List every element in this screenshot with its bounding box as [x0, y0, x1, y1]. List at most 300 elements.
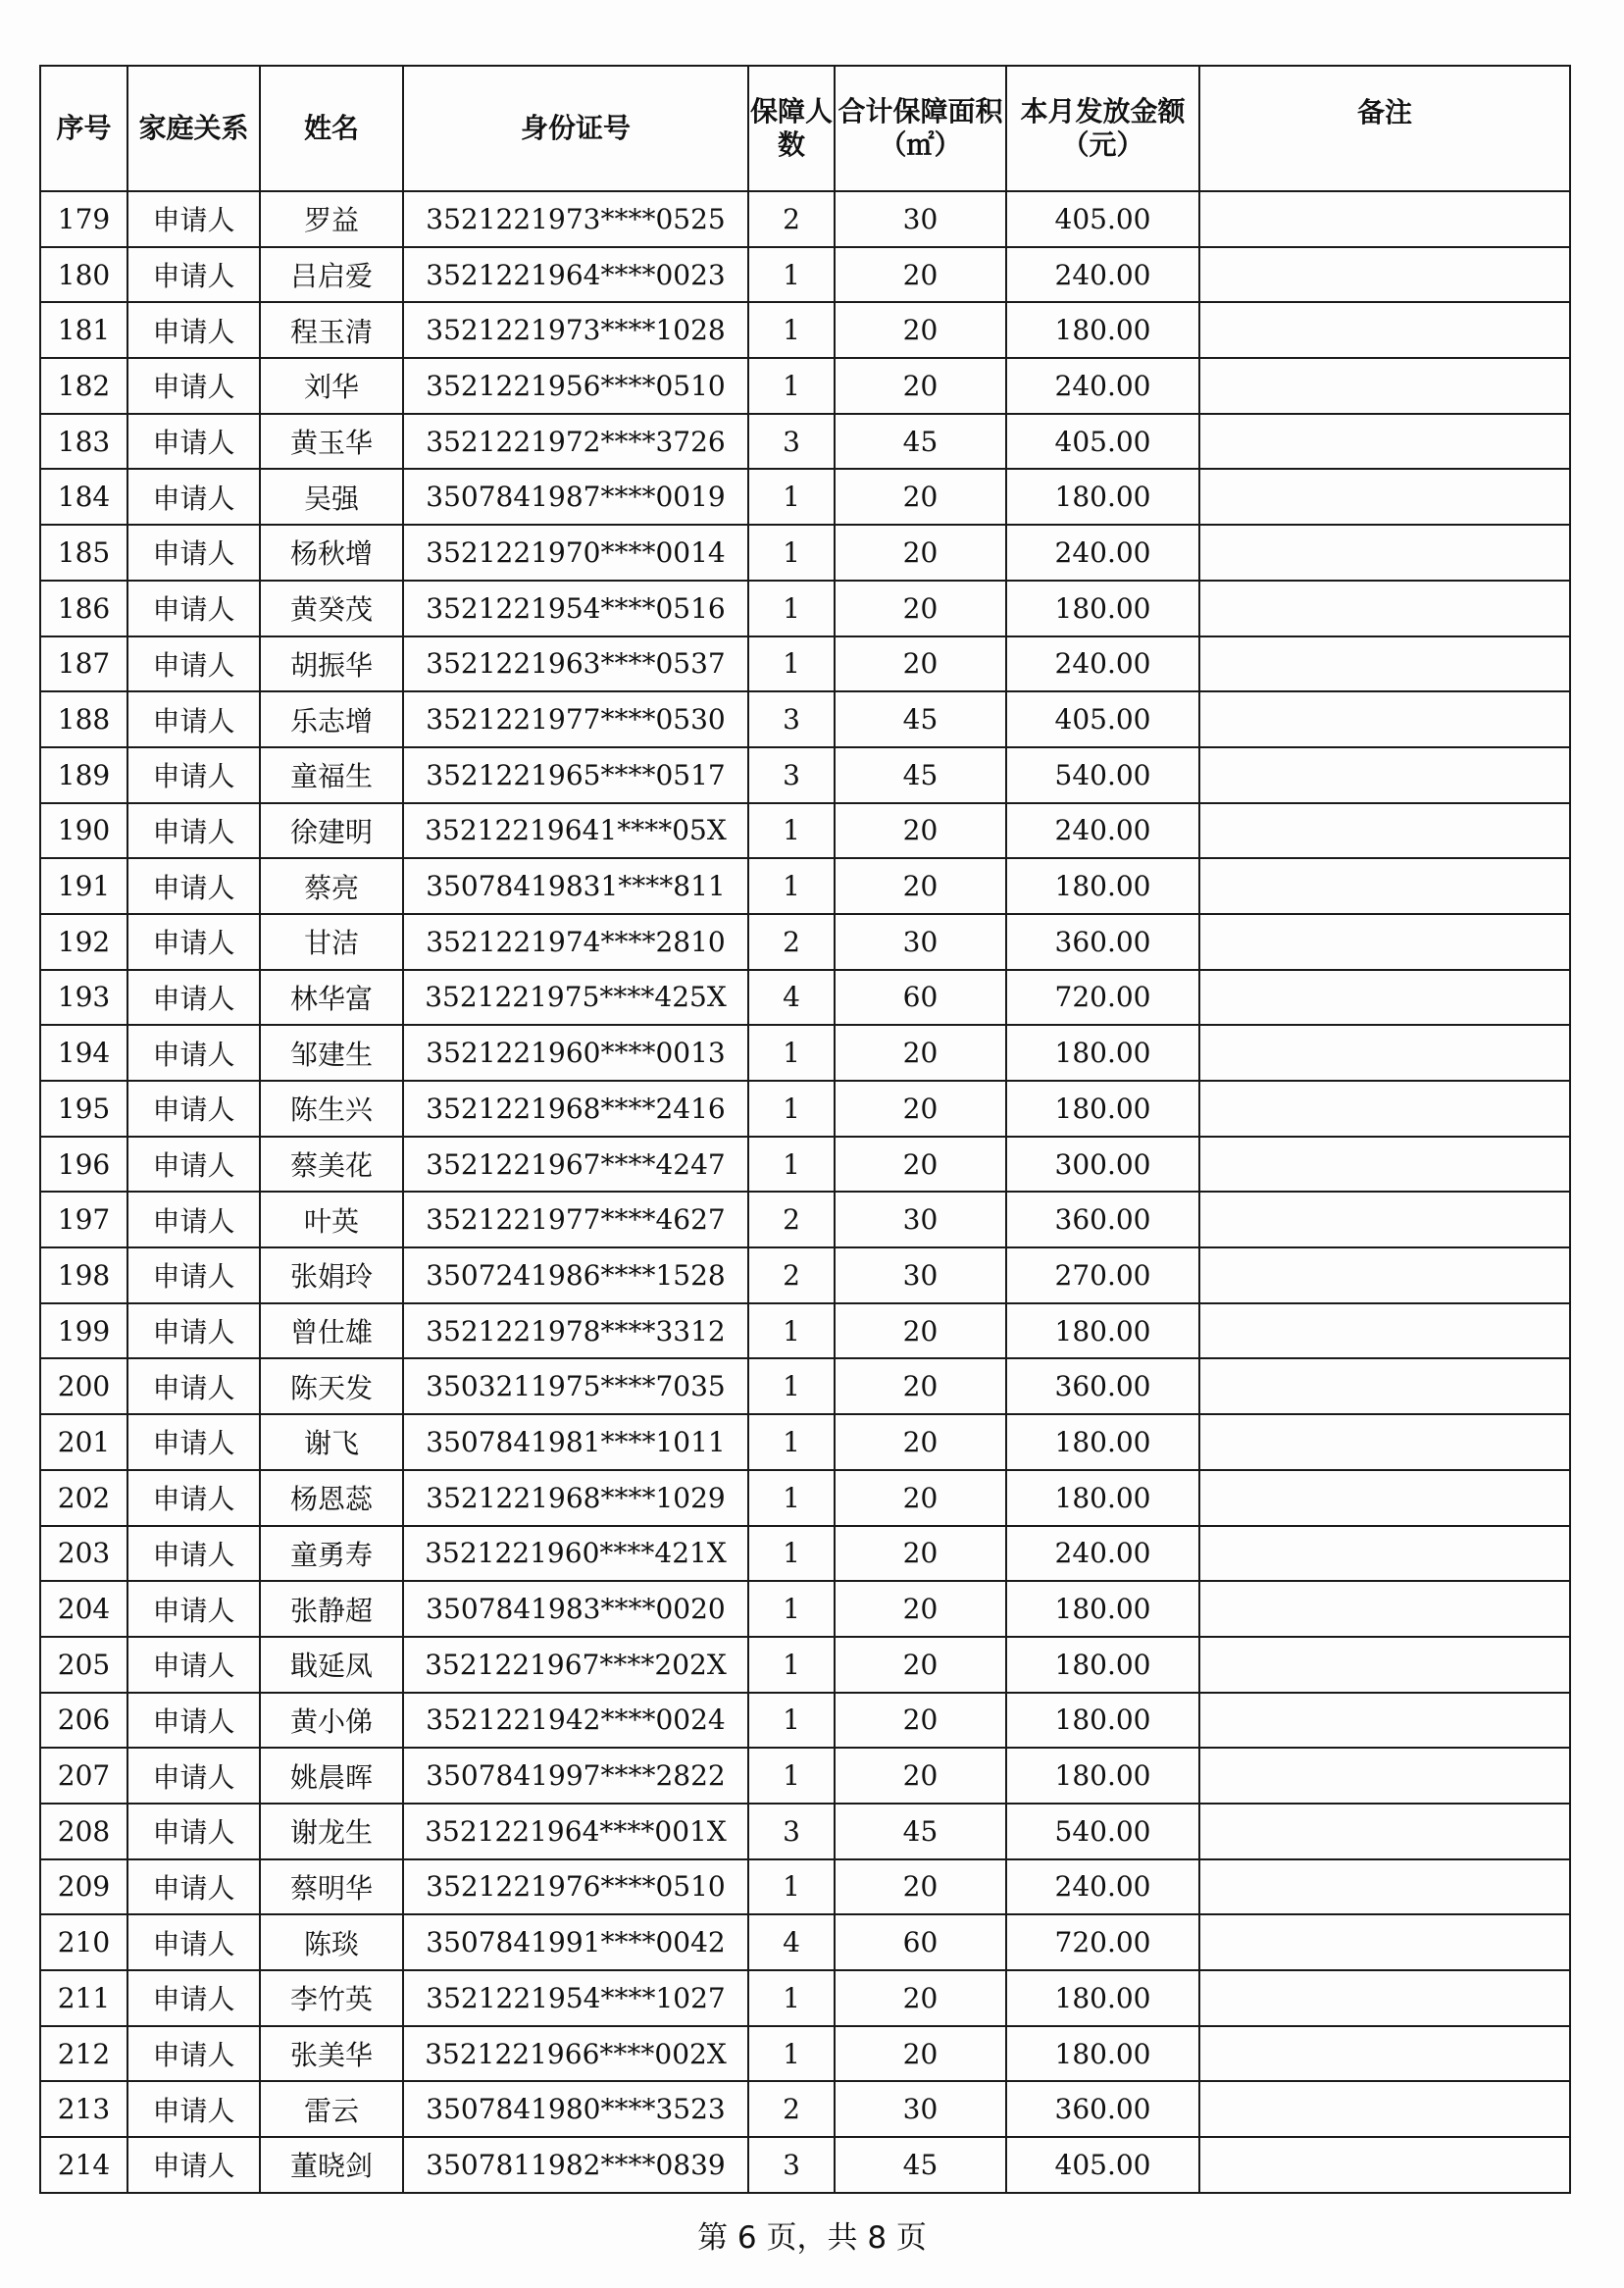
- cell-id-number: 3521221967****202X: [403, 1637, 748, 1693]
- cell-relation: 申请人: [127, 691, 260, 747]
- cell-name: 雷云: [260, 2081, 403, 2137]
- cell-area: 60: [835, 1914, 1006, 1970]
- cell-relation: 申请人: [127, 469, 260, 525]
- cell-id-number: 3521221968****1029: [403, 1470, 748, 1526]
- cell-remark: [1199, 1748, 1570, 1804]
- cell-name: 戢延凤: [260, 1637, 403, 1693]
- cell-name: 蔡美花: [260, 1137, 403, 1193]
- cell-area: 30: [835, 1247, 1006, 1303]
- cell-area: 20: [835, 1137, 1006, 1193]
- cell-amount: 180.00: [1006, 1470, 1199, 1526]
- cell-amount: 360.00: [1006, 1358, 1199, 1414]
- cell-relation: 申请人: [127, 1914, 260, 1970]
- cell-name: 蔡亮: [260, 858, 403, 914]
- table-header-row: [40, 66, 1570, 191]
- cell-remark: [1199, 636, 1570, 692]
- cell-persons: 1: [748, 1081, 835, 1137]
- table-row: [40, 1192, 1570, 1247]
- table-row: [40, 191, 1570, 247]
- cell-area: 45: [835, 747, 1006, 803]
- cell-name: 张静超: [260, 1581, 403, 1637]
- table-row: [40, 1804, 1570, 1859]
- header-area: 合计保障面积（㎡）: [835, 66, 1006, 191]
- cell-area: 30: [835, 2081, 1006, 2137]
- cell-name: 童勇寿: [260, 1526, 403, 1582]
- page-footer: 第 6 页，共 8 页: [697, 2220, 927, 2256]
- cell-area: 20: [835, 358, 1006, 414]
- cell-remark: [1199, 914, 1570, 970]
- cell-name: 董晓剑: [260, 2137, 403, 2193]
- table-row: [40, 1025, 1570, 1081]
- cell-seq: 185: [40, 525, 127, 581]
- cell-seq: 196: [40, 1137, 127, 1193]
- cell-relation: 申请人: [127, 1804, 260, 1859]
- cell-amount: 180.00: [1006, 1748, 1199, 1804]
- cell-remark: [1199, 1804, 1570, 1859]
- cell-area: 20: [835, 1859, 1006, 1915]
- cell-remark: [1199, 1358, 1570, 1414]
- cell-name: 陈琰: [260, 1914, 403, 1970]
- cell-id-number: 3507841991****0042: [403, 1914, 748, 1970]
- cell-remark: [1199, 1247, 1570, 1303]
- cell-remark: [1199, 1025, 1570, 1081]
- cell-relation: 申请人: [127, 1526, 260, 1582]
- cell-id-number: 3521221977****0530: [403, 691, 748, 747]
- cell-amount: 240.00: [1006, 247, 1199, 303]
- cell-name: 曾仕雄: [260, 1303, 403, 1359]
- table-row: [40, 1693, 1570, 1749]
- cell-persons: 1: [748, 1358, 835, 1414]
- cell-remark: [1199, 525, 1570, 581]
- cell-area: 20: [835, 525, 1006, 581]
- cell-name: 程玉清: [260, 302, 403, 358]
- cell-amount: 180.00: [1006, 858, 1199, 914]
- header-remark: 备注: [1199, 66, 1570, 191]
- cell-relation: 申请人: [127, 2081, 260, 2137]
- cell-area: 45: [835, 691, 1006, 747]
- cell-id-number: 3521221967****4247: [403, 1137, 748, 1193]
- table-row: [40, 581, 1570, 636]
- cell-persons: 1: [748, 1748, 835, 1804]
- cell-area: 20: [835, 1358, 1006, 1414]
- cell-amount: 360.00: [1006, 914, 1199, 970]
- cell-id-number: 3507841980****3523: [403, 2081, 748, 2137]
- cell-area: 20: [835, 1581, 1006, 1637]
- cell-relation: 申请人: [127, 747, 260, 803]
- cell-id-number: 3521221956****0510: [403, 358, 748, 414]
- header-amount: 本月发放金额（元）: [1006, 66, 1199, 191]
- cell-amount: 180.00: [1006, 1025, 1199, 1081]
- cell-remark: [1199, 302, 1570, 358]
- table-row: [40, 1137, 1570, 1193]
- cell-persons: 1: [748, 1637, 835, 1693]
- cell-name: 蔡明华: [260, 1859, 403, 1915]
- cell-persons: 2: [748, 1247, 835, 1303]
- cell-remark: [1199, 414, 1570, 470]
- cell-relation: 申请人: [127, 358, 260, 414]
- cell-area: 45: [835, 1804, 1006, 1859]
- cell-area: 20: [835, 581, 1006, 636]
- cell-name: 吴强: [260, 469, 403, 525]
- cell-persons: 2: [748, 2081, 835, 2137]
- cell-remark: [1199, 1914, 1570, 1970]
- cell-name: 黄小俤: [260, 1693, 403, 1749]
- cell-seq: 214: [40, 2137, 127, 2193]
- cell-seq: 201: [40, 1414, 127, 1470]
- cell-seq: 181: [40, 302, 127, 358]
- cell-id-number: 3507841981****1011: [403, 1414, 748, 1470]
- cell-persons: 1: [748, 1025, 835, 1081]
- cell-remark: [1199, 1303, 1570, 1359]
- cell-seq: 186: [40, 581, 127, 636]
- table-row: [40, 247, 1570, 303]
- cell-amount: 180.00: [1006, 1081, 1199, 1137]
- cell-relation: 申请人: [127, 2137, 260, 2193]
- cell-id-number: 3507811982****0839: [403, 2137, 748, 2193]
- table-row: [40, 1581, 1570, 1637]
- cell-seq: 198: [40, 1247, 127, 1303]
- cell-name: 杨恩蕊: [260, 1470, 403, 1526]
- cell-amount: 720.00: [1006, 1914, 1199, 1970]
- cell-amount: 180.00: [1006, 1303, 1199, 1359]
- table-row: [40, 803, 1570, 859]
- cell-remark: [1199, 1137, 1570, 1193]
- cell-id-number: 3521221954****0516: [403, 581, 748, 636]
- cell-relation: 申请人: [127, 1025, 260, 1081]
- header-seq: 序号: [40, 66, 127, 191]
- cell-amount: 405.00: [1006, 191, 1199, 247]
- cell-persons: 3: [748, 1804, 835, 1859]
- cell-amount: 540.00: [1006, 1804, 1199, 1859]
- cell-remark: [1199, 1581, 1570, 1637]
- cell-persons: 3: [748, 414, 835, 470]
- cell-persons: 1: [748, 1859, 835, 1915]
- cell-relation: 申请人: [127, 1970, 260, 2026]
- cell-id-number: 3521221963****0537: [403, 636, 748, 692]
- cell-amount: 360.00: [1006, 1192, 1199, 1247]
- cell-seq: 187: [40, 636, 127, 692]
- cell-name: 叶英: [260, 1192, 403, 1247]
- cell-remark: [1199, 1470, 1570, 1526]
- cell-relation: 申请人: [127, 1081, 260, 1137]
- cell-id-number: 3521221974****2810: [403, 914, 748, 970]
- table-row: [40, 525, 1570, 581]
- cell-name: 吕启爱: [260, 247, 403, 303]
- cell-seq: 204: [40, 1581, 127, 1637]
- cell-persons: 1: [748, 469, 835, 525]
- cell-name: 张娟玲: [260, 1247, 403, 1303]
- cell-amount: 720.00: [1006, 970, 1199, 1026]
- cell-seq: 211: [40, 1970, 127, 2026]
- cell-area: 20: [835, 1693, 1006, 1749]
- cell-name: 徐建明: [260, 803, 403, 859]
- cell-relation: 申请人: [127, 1693, 260, 1749]
- cell-persons: 1: [748, 358, 835, 414]
- header-relation: 家庭关系: [127, 66, 260, 191]
- cell-seq: 199: [40, 1303, 127, 1359]
- cell-persons: 1: [748, 1693, 835, 1749]
- cell-persons: 1: [748, 1581, 835, 1637]
- cell-seq: 206: [40, 1693, 127, 1749]
- cell-relation: 申请人: [127, 1247, 260, 1303]
- cell-amount: 540.00: [1006, 747, 1199, 803]
- cell-remark: [1199, 858, 1570, 914]
- cell-relation: 申请人: [127, 803, 260, 859]
- cell-remark: [1199, 469, 1570, 525]
- cell-seq: 197: [40, 1192, 127, 1247]
- cell-seq: 193: [40, 970, 127, 1026]
- table-row: [40, 1358, 1570, 1414]
- cell-relation: 申请人: [127, 1859, 260, 1915]
- table-row: [40, 747, 1570, 803]
- cell-name: 甘洁: [260, 914, 403, 970]
- cell-name: 姚晨晖: [260, 1748, 403, 1804]
- cell-relation: 申请人: [127, 1637, 260, 1693]
- cell-remark: [1199, 803, 1570, 859]
- cell-relation: 申请人: [127, 1581, 260, 1637]
- cell-id-number: 3521221973****1028: [403, 302, 748, 358]
- cell-amount: 240.00: [1006, 1859, 1199, 1915]
- cell-persons: 4: [748, 1914, 835, 1970]
- cell-name: 杨秋增: [260, 525, 403, 581]
- cell-relation: 申请人: [127, 1137, 260, 1193]
- cell-seq: 202: [40, 1470, 127, 1526]
- cell-seq: 203: [40, 1526, 127, 1582]
- cell-amount: 360.00: [1006, 2081, 1199, 2137]
- cell-amount: 180.00: [1006, 1970, 1199, 2026]
- cell-name: 邹建生: [260, 1025, 403, 1081]
- cell-id-number: 35212219641****05X: [403, 803, 748, 859]
- cell-id-number: 3521221976****0510: [403, 1859, 748, 1915]
- cell-area: 20: [835, 1970, 1006, 2026]
- cell-remark: [1199, 691, 1570, 747]
- cell-seq: 188: [40, 691, 127, 747]
- cell-persons: 1: [748, 858, 835, 914]
- cell-amount: 180.00: [1006, 2026, 1199, 2082]
- cell-remark: [1199, 1637, 1570, 1693]
- cell-seq: 213: [40, 2081, 127, 2137]
- cell-relation: 申请人: [127, 414, 260, 470]
- cell-amount: 180.00: [1006, 469, 1199, 525]
- cell-persons: 1: [748, 581, 835, 636]
- cell-id-number: 3521221975****425X: [403, 970, 748, 1026]
- cell-persons: 2: [748, 914, 835, 970]
- cell-persons: 2: [748, 191, 835, 247]
- cell-persons: 3: [748, 691, 835, 747]
- cell-remark: [1199, 2026, 1570, 2082]
- cell-amount: 405.00: [1006, 691, 1199, 747]
- table-row: [40, 970, 1570, 1026]
- cell-amount: 180.00: [1006, 1414, 1199, 1470]
- cell-area: 20: [835, 1470, 1006, 1526]
- cell-persons: 3: [748, 2137, 835, 2193]
- cell-id-number: 35078419831****811: [403, 858, 748, 914]
- cell-area: 20: [835, 1637, 1006, 1693]
- cell-relation: 申请人: [127, 581, 260, 636]
- cell-name: 黄玉华: [260, 414, 403, 470]
- cell-seq: 191: [40, 858, 127, 914]
- cell-relation: 申请人: [127, 914, 260, 970]
- table-row: [40, 1247, 1570, 1303]
- cell-persons: 1: [748, 525, 835, 581]
- cell-name: 谢飞: [260, 1414, 403, 1470]
- cell-name: 童福生: [260, 747, 403, 803]
- cell-area: 20: [835, 1748, 1006, 1804]
- cell-id-number: 3521221960****0013: [403, 1025, 748, 1081]
- cell-area: 20: [835, 302, 1006, 358]
- cell-id-number: 3521221942****0024: [403, 1693, 748, 1749]
- table-row: [40, 1526, 1570, 1582]
- cell-seq: 207: [40, 1748, 127, 1804]
- table-row: [40, 2137, 1570, 2193]
- cell-seq: 212: [40, 2026, 127, 2082]
- cell-amount: 270.00: [1006, 1247, 1199, 1303]
- cell-area: 20: [835, 1303, 1006, 1359]
- cell-relation: 申请人: [127, 247, 260, 303]
- cell-area: 30: [835, 191, 1006, 247]
- cell-seq: 195: [40, 1081, 127, 1137]
- cell-persons: 4: [748, 970, 835, 1026]
- header-name: 姓名: [260, 66, 403, 191]
- cell-name: 林华富: [260, 970, 403, 1026]
- header-persons: 保障人数: [748, 66, 835, 191]
- cell-remark: [1199, 1081, 1570, 1137]
- cell-id-number: 3521221966****002X: [403, 2026, 748, 2082]
- cell-seq: 208: [40, 1804, 127, 1859]
- cell-name: 陈天发: [260, 1358, 403, 1414]
- cell-seq: 194: [40, 1025, 127, 1081]
- cell-id-number: 3521221964****001X: [403, 1804, 748, 1859]
- cell-area: 45: [835, 2137, 1006, 2193]
- cell-seq: 205: [40, 1637, 127, 1693]
- cell-relation: 申请人: [127, 636, 260, 692]
- cell-relation: 申请人: [127, 1303, 260, 1359]
- cell-amount: 180.00: [1006, 1693, 1199, 1749]
- cell-amount: 180.00: [1006, 302, 1199, 358]
- cell-seq: 209: [40, 1859, 127, 1915]
- cell-name: 陈生兴: [260, 1081, 403, 1137]
- cell-area: 30: [835, 1192, 1006, 1247]
- cell-relation: 申请人: [127, 1192, 260, 1247]
- table-row: [40, 414, 1570, 470]
- table-row: [40, 691, 1570, 747]
- cell-persons: 1: [748, 2026, 835, 2082]
- cell-id-number: 3521221965****0517: [403, 747, 748, 803]
- cell-amount: 180.00: [1006, 1637, 1199, 1693]
- cell-amount: 240.00: [1006, 1526, 1199, 1582]
- table-row: [40, 302, 1570, 358]
- cell-relation: 申请人: [127, 191, 260, 247]
- cell-seq: 192: [40, 914, 127, 970]
- cell-id-number: 3521221954****1027: [403, 1970, 748, 2026]
- cell-persons: 1: [748, 1303, 835, 1359]
- table-row: [40, 858, 1570, 914]
- table-row: [40, 2026, 1570, 2082]
- cell-area: 20: [835, 1526, 1006, 1582]
- table-row: [40, 1414, 1570, 1470]
- cell-remark: [1199, 1970, 1570, 2026]
- cell-name: 胡振华: [260, 636, 403, 692]
- cell-amount: 405.00: [1006, 2137, 1199, 2193]
- cell-seq: 190: [40, 803, 127, 859]
- table-row: [40, 2081, 1570, 2137]
- cell-persons: 1: [748, 803, 835, 859]
- cell-area: 20: [835, 636, 1006, 692]
- cell-name: 刘华: [260, 358, 403, 414]
- cell-persons: 1: [748, 302, 835, 358]
- cell-remark: [1199, 1526, 1570, 1582]
- cell-name: 罗益: [260, 191, 403, 247]
- table-row: [40, 358, 1570, 414]
- cell-remark: [1199, 191, 1570, 247]
- cell-area: 20: [835, 1081, 1006, 1137]
- table-row: [40, 636, 1570, 692]
- cell-area: 20: [835, 469, 1006, 525]
- table-row: [40, 1081, 1570, 1137]
- cell-relation: 申请人: [127, 1748, 260, 1804]
- cell-relation: 申请人: [127, 970, 260, 1026]
- cell-relation: 申请人: [127, 1470, 260, 1526]
- cell-id-number: 3521221960****421X: [403, 1526, 748, 1582]
- table-row: [40, 1914, 1570, 1970]
- cell-relation: 申请人: [127, 1414, 260, 1470]
- cell-id-number: 3521221968****2416: [403, 1081, 748, 1137]
- cell-remark: [1199, 1414, 1570, 1470]
- table-row: [40, 1859, 1570, 1915]
- cell-id-number: 3507241986****1528: [403, 1247, 748, 1303]
- cell-amount: 180.00: [1006, 581, 1199, 636]
- cell-remark: [1199, 1192, 1570, 1247]
- cell-id-number: 3521221977****4627: [403, 1192, 748, 1247]
- cell-relation: 申请人: [127, 2026, 260, 2082]
- table-row: [40, 1470, 1570, 1526]
- cell-name: 李竹英: [260, 1970, 403, 2026]
- cell-persons: 1: [748, 1526, 835, 1582]
- cell-persons: 1: [748, 1137, 835, 1193]
- cell-id-number: 3503211975****7035: [403, 1358, 748, 1414]
- cell-persons: 1: [748, 247, 835, 303]
- cell-area: 60: [835, 970, 1006, 1026]
- cell-amount: 240.00: [1006, 803, 1199, 859]
- cell-relation: 申请人: [127, 858, 260, 914]
- cell-remark: [1199, 747, 1570, 803]
- cell-persons: 1: [748, 1470, 835, 1526]
- table-row: [40, 469, 1570, 525]
- cell-id-number: 3521221964****0023: [403, 247, 748, 303]
- cell-area: 20: [835, 803, 1006, 859]
- cell-amount: 405.00: [1006, 414, 1199, 470]
- header-id-number: 身份证号: [403, 66, 748, 191]
- cell-seq: 182: [40, 358, 127, 414]
- cell-area: 20: [835, 1414, 1006, 1470]
- cell-id-number: 3507841983****0020: [403, 1581, 748, 1637]
- cell-remark: [1199, 970, 1570, 1026]
- cell-area: 20: [835, 858, 1006, 914]
- cell-id-number: 3521221972****3726: [403, 414, 748, 470]
- cell-id-number: 3507841987****0019: [403, 469, 748, 525]
- cell-name: 谢龙生: [260, 1804, 403, 1859]
- cell-remark: [1199, 247, 1570, 303]
- cell-remark: [1199, 2137, 1570, 2193]
- cell-name: 黄癸茂: [260, 581, 403, 636]
- table-row: [40, 914, 1570, 970]
- cell-area: 45: [835, 414, 1006, 470]
- cell-relation: 申请人: [127, 1358, 260, 1414]
- cell-id-number: 3521221978****3312: [403, 1303, 748, 1359]
- cell-persons: 1: [748, 636, 835, 692]
- cell-amount: 240.00: [1006, 636, 1199, 692]
- cell-seq: 200: [40, 1358, 127, 1414]
